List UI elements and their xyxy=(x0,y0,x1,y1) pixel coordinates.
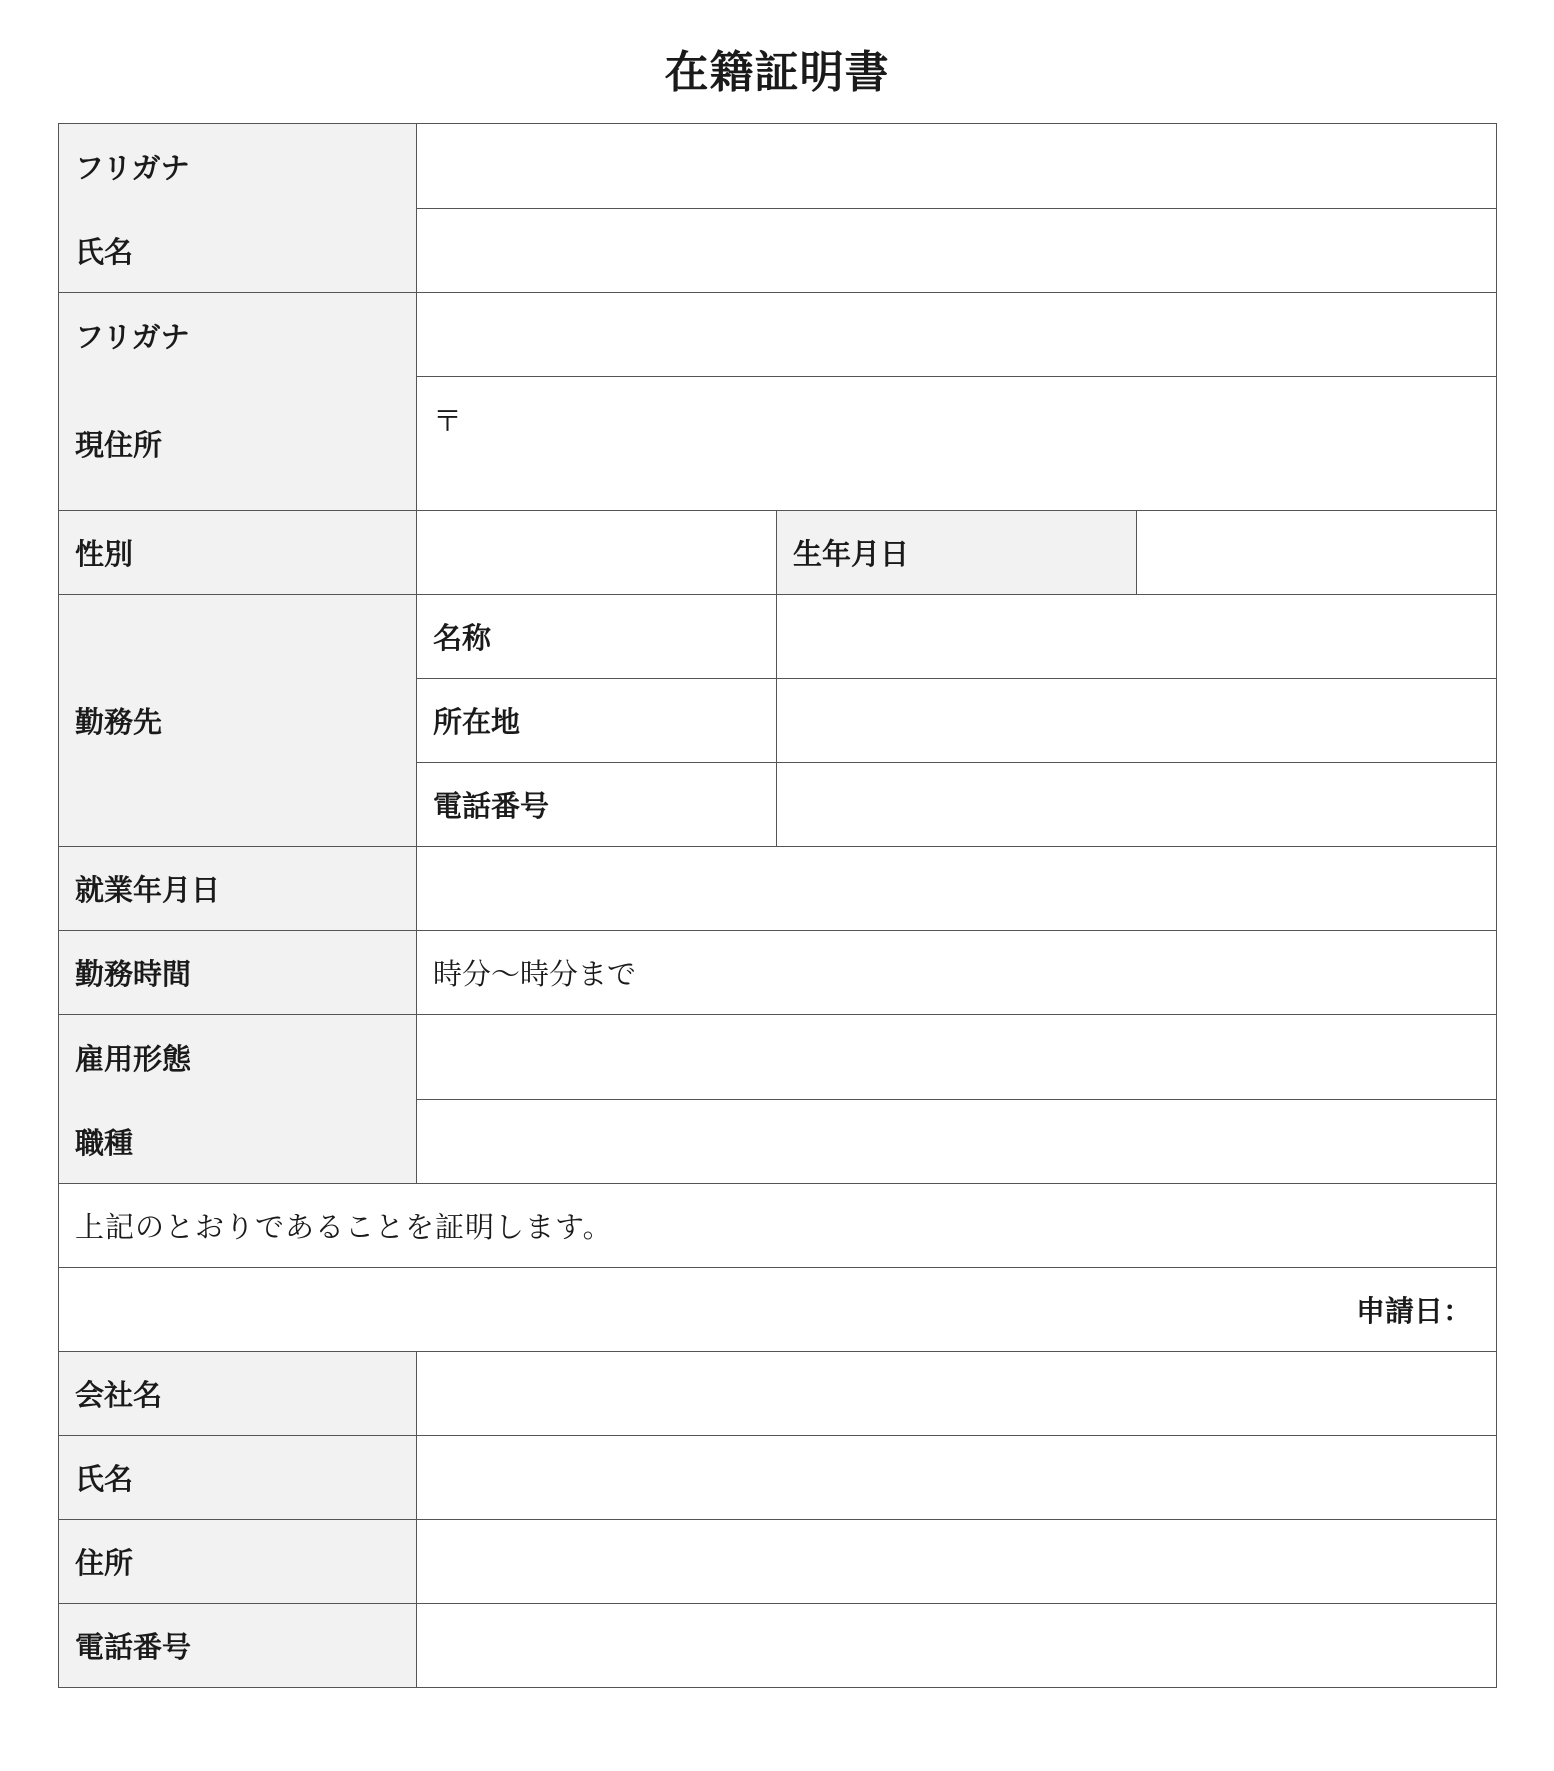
gender-birthdate-row xyxy=(59,511,1497,595)
company-row xyxy=(59,1352,1497,1436)
address-furigana-label: フリガナ xyxy=(75,319,190,354)
applicant-name-field[interactable] xyxy=(417,208,1497,293)
working-hours-label: 勤務時間 xyxy=(59,931,417,1015)
certifier-name-field[interactable] xyxy=(417,1436,1497,1520)
applicant-name-label: 氏名 xyxy=(75,234,134,269)
applicant-name-label-cell xyxy=(59,124,417,293)
job-type-label: 職種 xyxy=(75,1125,134,1160)
application-date-label[interactable]: 申請日： xyxy=(59,1268,1497,1352)
gender-field[interactable] xyxy=(417,511,777,595)
job-type-field[interactable] xyxy=(417,1099,1497,1184)
workplace-name-label: 名称 xyxy=(417,595,777,679)
certifier-phone-label: 電話番号 xyxy=(59,1604,417,1688)
postal-mark: 〒 xyxy=(433,404,463,439)
certifier-address-row xyxy=(59,1520,1497,1604)
employment-type-label: 雇用形態 xyxy=(75,1041,192,1076)
certifier-phone-field[interactable] xyxy=(417,1604,1497,1688)
applicant-furigana-row xyxy=(59,124,1497,209)
workplace-phone-label: 電話番号 xyxy=(417,763,777,847)
start-date-label: 就業年月日 xyxy=(59,847,417,931)
certifier-address-label: 住所 xyxy=(59,1520,417,1604)
address-label-cell xyxy=(59,293,417,511)
applicant-furigana-field[interactable] xyxy=(417,124,1497,209)
company-label: 会社名 xyxy=(59,1352,417,1436)
gender-label: 性別 xyxy=(59,511,417,595)
certifier-address-field[interactable] xyxy=(417,1520,1497,1604)
address-furigana-row xyxy=(59,293,1497,377)
certification-statement: 上記のとおりであることを証明します。 xyxy=(59,1184,1497,1268)
workplace-name-field[interactable] xyxy=(777,595,1497,679)
address-label: 現住所 xyxy=(75,428,163,462)
certifier-phone-row xyxy=(59,1604,1497,1688)
workplace-label: 勤務先 xyxy=(59,595,417,847)
certificate-form-table xyxy=(58,123,1497,1688)
working-hours-field[interactable]: 時分～時分まで xyxy=(417,931,1497,1015)
employment-type-row xyxy=(59,1015,1497,1100)
start-date-row xyxy=(59,847,1497,931)
start-date-field[interactable] xyxy=(417,847,1497,931)
company-field[interactable] xyxy=(417,1352,1497,1436)
working-hours-row xyxy=(59,931,1497,1015)
workplace-name-row xyxy=(59,595,1497,679)
employment-type-field[interactable] xyxy=(417,1015,1497,1100)
birthdate-field[interactable] xyxy=(1137,511,1497,595)
address-furigana-field[interactable] xyxy=(417,293,1497,377)
workplace-location-field[interactable] xyxy=(777,679,1497,763)
certifier-name-label: 氏名 xyxy=(59,1436,417,1520)
workplace-phone-field[interactable] xyxy=(777,763,1497,847)
application-date-row xyxy=(59,1268,1497,1352)
employment-label-cell xyxy=(59,1015,417,1184)
applicant-furigana-label: フリガナ xyxy=(75,150,190,185)
birthdate-label: 生年月日 xyxy=(777,511,1137,595)
workplace-location-label: 所在地 xyxy=(417,679,777,763)
address-field[interactable] xyxy=(417,377,1497,511)
page-title: 在籍証明書 xyxy=(664,47,890,98)
certifier-name-row xyxy=(59,1436,1497,1520)
statement-row xyxy=(59,1184,1497,1268)
